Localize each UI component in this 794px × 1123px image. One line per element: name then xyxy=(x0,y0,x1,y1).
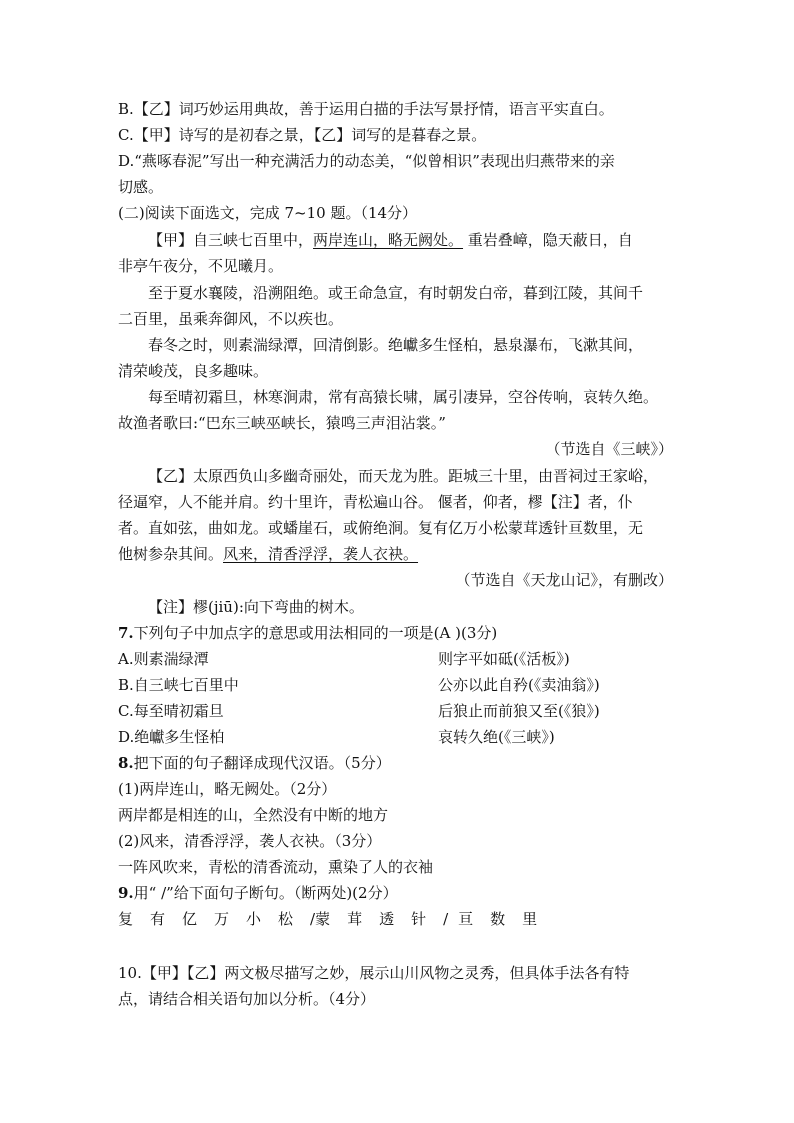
option-c: C.【甲】诗写的是初春之景，【乙】词写的是暮春之景。 xyxy=(118,126,487,144)
question-8-stem: 8.把下面的句子翻译成现代汉语。（5分） xyxy=(118,754,391,772)
question-7-number: 7. xyxy=(118,624,134,642)
yi-source: （节选自《天龙山记》，有删改） xyxy=(455,571,673,589)
jia-paragraph-3-line-1: 春冬之时，则素湍绿潭，回清倒影。绝巘多生怪柏，悬泉瀑布，飞漱其间， xyxy=(148,336,644,354)
jia-paragraph-1-line-2: 非亭午夜分，不见曦月。 xyxy=(118,257,284,275)
jia-paragraph-4-line-1: 每至晴初霜旦，林寒涧肃，常有高猿长啸，属引凄异，空谷传响，哀转久绝。 xyxy=(148,388,659,406)
option-d-line-2: 切感。 xyxy=(118,178,164,196)
yi-line-3: 者。直如弦，曲如龙。或蟠崖石，或俯绝涧。复有亿万小松蒙茸透针亘数里，无 xyxy=(118,519,644,537)
question-9-number: 9. xyxy=(118,884,134,902)
jia-paragraph-4-line-2: 故渔者歌曰:“巴东三峡巫峡长，猿鸣三声泪沾裳。” xyxy=(118,414,446,432)
section-2-heading: (二)阅读下面选文，完成 7~10 题。（14分） xyxy=(118,204,418,222)
option-d-line-1: D.“燕啄春泥”写出一种充满活力的动态美，“似曾相识”表现出归燕带来的亲 xyxy=(118,152,615,170)
question-7-option-c: C.每至晴初霜旦 后狼止而前狼又至(《狼》) xyxy=(118,702,600,720)
yi-line-1: 【乙】太原西负山多幽奇丽处，而天龙为胜。距城三十里，由晋祠过王家峪， xyxy=(148,467,659,485)
question-8-sentence-1: (1)两岸连山，略无阙处。（2分） xyxy=(118,780,337,798)
break-slash-2: / xyxy=(443,910,449,928)
jia-text-continued: 重岩叠嶂，隐天蔽日，自 xyxy=(463,231,633,249)
question-10-line-1: 10.【甲】【乙】两文极尽描写之妙，展示山川风物之灵秀，但具体手法各有特 xyxy=(118,964,630,982)
question-8-number: 8. xyxy=(118,754,134,772)
yi-text: 他树参杂其间。 xyxy=(118,545,224,563)
yi-line-4 xyxy=(118,544,683,564)
underlined-sentence-2: 风来，清香浮浮，袭人衣袂。 xyxy=(223,545,419,563)
segment-3: 亘数里 xyxy=(458,910,555,928)
segment-2: 蒙茸透针 xyxy=(315,910,444,928)
segment-1: 复有亿万小松 xyxy=(118,910,311,928)
question-7-stem: 7.下列句子中加点字的意思或用法相同的一项是(A )(3分) xyxy=(118,624,498,642)
underlined-sentence-1: 两岸连山，略无阙处。 xyxy=(313,231,464,249)
question-10-line-2: 点，请结合相关语句加以分析。（4分） xyxy=(118,990,376,1008)
yi-line-2: 径逼窄，人不能并肩。约十里许，青松遍山谷。 偃者，仰者，樛【注】者，仆 xyxy=(118,493,633,511)
question-7-option-d: D.绝巘多生怪柏 哀转久绝(《三峡》) xyxy=(118,728,555,746)
jia-paragraph-3-line-2: 清荣峻茂，良多趣味。 xyxy=(118,362,269,380)
yi-note: 【注】樛(jiū):向下弯曲的树木。 xyxy=(148,598,364,616)
break-slash-1: / xyxy=(310,910,316,928)
jia-label-text: 【甲】自三峡七百里中， xyxy=(148,231,314,249)
question-7-option-a: A.则素湍绿潭 则字平如砥(《活板》) xyxy=(118,650,570,668)
option-b: B.【乙】词巧妙运用典故，善于运用白描的手法写景抒情，语言平实直白。 xyxy=(118,100,614,118)
question-9-stem: 9.用“ /”给下面句子断句。（断两处)(2分） xyxy=(118,884,398,902)
question-7-option-b: B.自三峡七百里中 公亦以此自矜(《卖油翁》) xyxy=(118,676,600,694)
question-8-sentence-2: (2)风来，清香浮浮，袭人衣袂。（3分） xyxy=(118,832,382,850)
jia-paragraph-2-line-1: 至于夏水襄陵，沿溯阻绝。或王命急宣，有时朝发白帝，暮到江陵，其间千 xyxy=(148,284,644,302)
jia-paragraph-1-line-1 xyxy=(148,230,683,250)
question-8-answer-2: 一阵风吹来，青松的清香流动，熏染了人的衣袖 xyxy=(118,858,434,876)
question-8-answer-1: 两岸都是相连的山，全然没有中断的地方 xyxy=(118,806,389,824)
jia-source: （节选自《三峡》） xyxy=(545,440,673,458)
question-9-sentence xyxy=(118,909,683,929)
jia-paragraph-2-line-2: 二百里，虽乘奔御风，不以疾也。 xyxy=(118,310,344,328)
